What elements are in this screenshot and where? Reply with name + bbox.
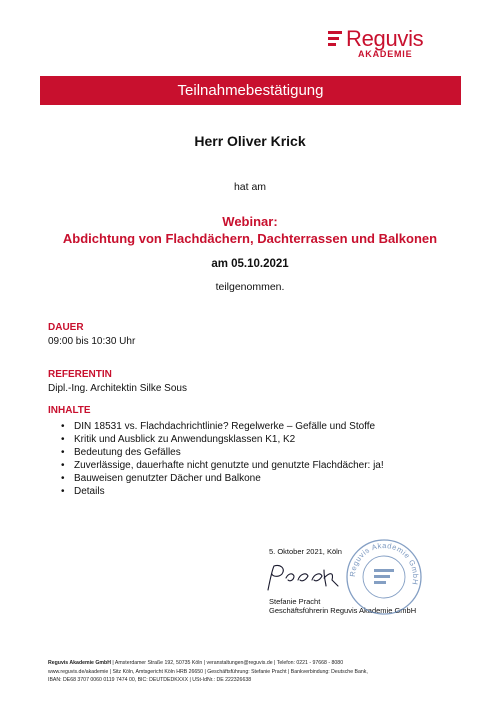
footer-line-1-rest: | Amsterdamer Straße 192, 50735 Köln | veranstaltungen@reguvis.de | Telefon: 0221 - 97668 - 8080 bbox=[110, 660, 344, 666]
footer-company: Reguvis Akademie GmbH bbox=[48, 660, 111, 666]
list-item: • Zuverlässige, dauerhafte nicht genutzte und genutzte Flachdächer: ja! bbox=[48, 459, 384, 472]
logo-mark-icon bbox=[328, 31, 342, 49]
intro-text: hat am bbox=[233, 181, 267, 193]
event-date: am 05.10.2021 bbox=[211, 258, 289, 270]
svg-text:Reguvis Akademie GmbH bbox=[348, 541, 420, 586]
inhalte-label: INHALTE bbox=[48, 405, 91, 416]
list-item: • Kritik und Ausblick zu Anwendungsklassen K1, K2 bbox=[48, 433, 384, 446]
referentin-label: REFERENTIN bbox=[48, 369, 112, 380]
referentin-value: Dipl.-Ing. Architektin Silke Sous bbox=[48, 383, 187, 394]
stamp-text: Reguvis Akademie GmbH bbox=[347, 540, 421, 586]
list-item: • DIN 18531 vs. Flachdachrichtlinie? Regelwerke – Gefälle und Stoffe bbox=[48, 420, 384, 433]
recipient-name: Herr Oliver Krick bbox=[194, 133, 306, 149]
event-type: Webinar: bbox=[222, 214, 278, 229]
list-item: • Bedeutung des Gefälles bbox=[48, 446, 384, 459]
footer-line-2: www.reguvis.de/akademie | Sitz Köln, Amtsgericht Köln HRB 26650 | Geschäftsführung: Stefanie Pracht | Bankverbindung: Deutsche Bank, bbox=[48, 668, 368, 675]
inhalte-list bbox=[48, 420, 384, 498]
list-item: • Bauweisen genutzter Dächer und Balkone bbox=[48, 472, 384, 485]
dauer-value: 09:00 bis 10:30 Uhr bbox=[48, 336, 136, 347]
footer-line-3: IBAN: DE68 3707 0060 0119 7474 00, BIC: DEUTDEDKXXX | USt-IdNr.: DE 222326638 bbox=[48, 677, 252, 683]
dauer-label: DAUER bbox=[48, 322, 84, 333]
footer-line-1 bbox=[48, 659, 458, 668]
footer bbox=[48, 659, 458, 685]
stamp-logo-icon bbox=[374, 569, 394, 584]
company-stamp bbox=[345, 538, 423, 616]
outro-text: teilgenommen. bbox=[215, 281, 285, 293]
reguvis-logo bbox=[328, 27, 448, 63]
list-item: • Details bbox=[48, 485, 384, 498]
certificate-banner: Teilnahmebestätigung bbox=[40, 76, 461, 105]
signer-name: Stefanie Pracht bbox=[269, 597, 321, 606]
event-title: Abdichtung von Flachdächern, Dachterrassen und Balkonen bbox=[62, 231, 438, 246]
logo-subtitle: AKADEMIE bbox=[358, 49, 413, 59]
signer-title: Geschäftsführerin Reguvis Akademie GmbH bbox=[269, 606, 417, 615]
logo-name: Reguvis bbox=[346, 26, 424, 51]
place-date: 5. Oktober 2021, Köln bbox=[269, 547, 342, 556]
